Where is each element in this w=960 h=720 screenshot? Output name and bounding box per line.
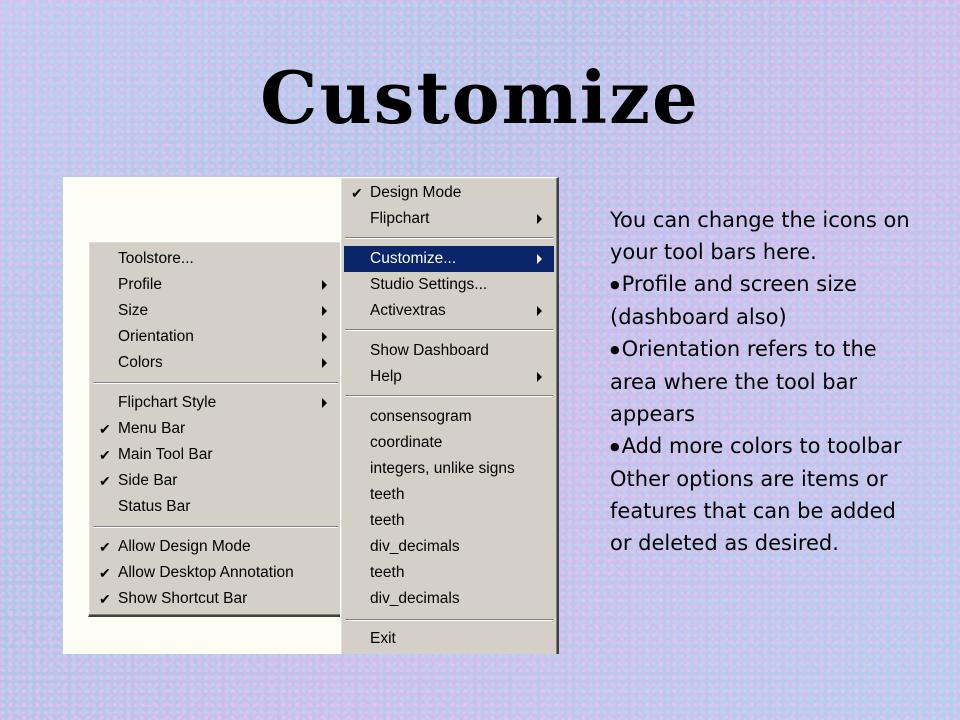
menu-item-orientation[interactable] <box>92 324 339 350</box>
menu-item-status-bar[interactable] <box>92 494 339 520</box>
menu-item-profile[interactable] <box>92 272 339 298</box>
checkmark-icon: ✔ <box>99 447 111 463</box>
menu-item-label: Toolstore... <box>118 250 194 267</box>
menu-item-label: teeth <box>370 512 405 529</box>
menu-item-div-decimals[interactable] <box>344 586 554 612</box>
description-text <box>610 204 910 559</box>
menu-separator <box>93 382 338 384</box>
submenu-arrow-icon <box>322 306 327 316</box>
menu-item-label: Show Dashboard <box>370 342 489 359</box>
menu-item-label: Help <box>370 368 402 385</box>
menu-item-label: Profile <box>118 276 162 293</box>
bullet-text: Add more colors to toolbar <box>621 434 902 458</box>
menu-separator <box>345 329 553 331</box>
menu-item-label: Status Bar <box>118 498 191 515</box>
submenu-arrow-icon <box>322 398 327 408</box>
menu-item-flipchart[interactable] <box>344 206 554 232</box>
menu-item-teeth[interactable] <box>344 482 554 508</box>
menu-item-label: Size <box>118 302 149 319</box>
menu-item-consensogram[interactable] <box>344 404 554 430</box>
menu-item-teeth[interactable] <box>344 508 554 534</box>
description-intro: You can change the icons on your tool bars here. <box>610 208 910 264</box>
bullet-text: Orientation refers to the area where the tool bar appears <box>610 337 877 426</box>
menu-separator <box>93 526 338 528</box>
menu-item-customize[interactable] <box>344 246 554 272</box>
menu-item-allow-desktop-annotation[interactable] <box>92 560 339 586</box>
menu-separator <box>345 619 553 621</box>
description-bullet <box>610 430 910 463</box>
menu-item-label: Activextras <box>370 302 446 319</box>
menu-item-label: teeth <box>370 564 405 581</box>
menu-item-allow-design-mode[interactable] <box>92 534 339 560</box>
menu-item-label: Exit <box>370 630 396 647</box>
menu-item-label: Flipchart <box>370 210 430 227</box>
menu-item-label: teeth <box>370 486 405 503</box>
description-bullet <box>610 333 910 430</box>
menu-item-side-bar[interactable] <box>92 468 339 494</box>
menu-item-label: Customize... <box>370 250 457 267</box>
menu-item-label: div_decimals <box>370 538 460 555</box>
menu-item-label: Side Bar <box>118 472 178 489</box>
menu-item-help[interactable] <box>344 364 554 390</box>
menu-item-colors[interactable] <box>92 350 339 376</box>
submenu-arrow-icon <box>322 332 327 342</box>
menu-item-label: Allow Desktop Annotation <box>118 564 294 581</box>
main-menu <box>340 177 559 654</box>
menu-item-show-dashboard[interactable] <box>344 338 554 364</box>
menu-item-size[interactable] <box>92 298 339 324</box>
menu-screenshot <box>63 177 559 654</box>
menu-item-label: Flipchart Style <box>118 394 217 411</box>
bullet-icon: ● <box>610 440 620 453</box>
bullet-text: Profile and screen size (dashboard also) <box>610 272 857 329</box>
menu-item-coordinate[interactable] <box>344 430 554 456</box>
checkmark-icon: ✔ <box>99 539 111 555</box>
menu-item-exit[interactable] <box>344 626 554 652</box>
menu-item-integers-unlike-signs[interactable] <box>344 456 554 482</box>
menu-item-main-tool-bar[interactable] <box>92 442 339 468</box>
menu-item-label: Show Shortcut Bar <box>118 590 248 607</box>
description-bullet <box>610 268 910 333</box>
menu-item-label: coordinate <box>370 434 443 451</box>
submenu-arrow-icon <box>537 214 542 224</box>
menu-item-label: Design Mode <box>370 184 462 201</box>
menu-item-studio-settings[interactable] <box>344 272 554 298</box>
menu-item-show-shortcut-bar[interactable] <box>92 586 339 612</box>
menu-item-design-mode[interactable] <box>344 180 554 206</box>
checkmark-icon: ✔ <box>99 473 111 489</box>
submenu-arrow-icon <box>322 358 327 368</box>
menu-item-label: Orientation <box>118 328 194 345</box>
submenu-arrow-icon <box>537 306 542 316</box>
menu-item-label: div_decimals <box>370 590 460 607</box>
menu-item-flipchart-style[interactable] <box>92 390 339 416</box>
menu-item-toolstore[interactable] <box>92 246 339 272</box>
menu-item-div-decimals[interactable] <box>344 534 554 560</box>
submenu-arrow-icon <box>322 280 327 290</box>
menu-separator <box>345 395 553 397</box>
bullet-icon: ● <box>610 343 620 356</box>
menu-item-label: Studio Settings... <box>370 276 488 293</box>
submenu-arrow-icon <box>537 254 542 264</box>
menu-item-label: Main Tool Bar <box>118 446 213 463</box>
description-outro: Other options are items or features that can be added or deleted as desired. <box>610 467 896 555</box>
menu-item-activextras[interactable] <box>344 298 554 324</box>
submenu-arrow-icon <box>537 372 542 382</box>
customize-submenu <box>88 241 344 617</box>
bullet-icon: ● <box>610 278 620 291</box>
menu-item-label: integers, unlike signs <box>370 460 515 477</box>
menu-item-menu-bar[interactable] <box>92 416 339 442</box>
menu-item-label: Menu Bar <box>118 420 186 437</box>
menu-item-label: Colors <box>118 354 163 371</box>
menu-separator <box>345 237 553 239</box>
menu-item-label: Allow Design Mode <box>118 538 251 555</box>
menu-item-teeth[interactable] <box>344 560 554 586</box>
slide-title: Customize <box>260 55 700 140</box>
checkmark-icon: ✔ <box>99 565 111 581</box>
checkmark-icon: ✔ <box>99 421 111 437</box>
checkmark-icon: ✔ <box>351 185 363 201</box>
menu-item-label: consensogram <box>370 408 472 425</box>
checkmark-icon: ✔ <box>99 591 111 607</box>
